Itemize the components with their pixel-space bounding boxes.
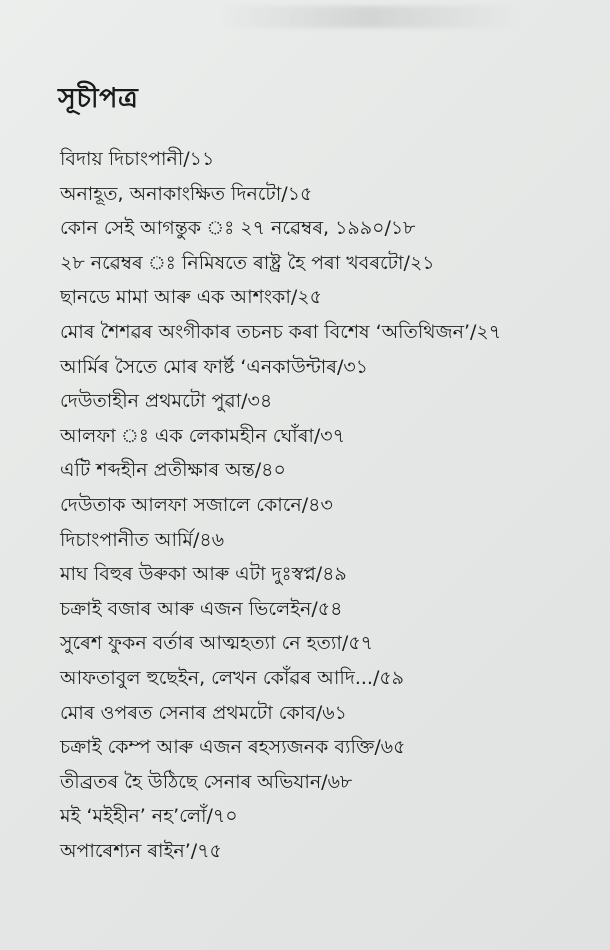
toc-entry: মোৰ শৈশৱৰ অংগীকাৰ তচনচ কৰা বিশেষ ‘অতিথিজন’/২৭ — [60, 320, 502, 343]
table-of-contents — [60, 142, 600, 868]
toc-entry: আফতাবুল হুছেইন, লেখন কোঁৱৰ আদি.../৫৯ — [60, 666, 405, 689]
toc-entry: দেউতাক আলফা সজালে কোনে/৪৩ — [60, 493, 333, 516]
toc-entry: ছানডে মামা আৰু এক আশংকা/২৫ — [60, 286, 322, 309]
toc-entry: মই ‘মইহীন’ নহ’লোঁ/৭০ — [60, 805, 238, 828]
toc-entry: এটি শব্দহীন প্ৰতীক্ষাৰ অন্ত/৪০ — [60, 459, 286, 482]
bleed-through-text — [220, 6, 520, 28]
toc-entry: মোৰ ওপৰত সেনাৰ প্ৰথমটো কোব/৬১ — [60, 701, 347, 724]
toc-entry: সুৰেশ ফুকন বৰ্তাৰ আত্মহত্যা নে হত্যা/৫৭ — [60, 632, 373, 655]
toc-entry: ২৮ নৱেম্বৰ ঃ নিমিষতে ৰাষ্ট্ৰ হৈ পৰা খবৰটো/২১ — [60, 251, 435, 274]
toc-entry: আৰ্মিৰ সৈতে মোৰ ফাৰ্ষ্ট ‘এনকাউন্টাৰ/৩১ — [60, 355, 369, 378]
toc-entry: অনাহূত, অনাকাংক্ষিত দিনটো/১৫ — [60, 182, 313, 205]
toc-entry: দেউতাহীন প্ৰথমটো পুৱা/৩৪ — [60, 390, 273, 413]
toc-entry: বিদায় দিচাংপানী/১১ — [60, 148, 215, 170]
toc-entry: চক্ৰাই কেম্প আৰু এজন ৰহস্যজনক ব্যক্তি/৬৫ — [60, 736, 406, 759]
toc-entry: মাঘ বিহুৰ উৰুকা আৰু এটা দুঃস্বপ্ন/৪৯ — [60, 563, 347, 586]
toc-entry: অপাৰেশ্যন ৰাইন’/৭৫ — [60, 839, 222, 862]
toc-entry: কোন সেই আগন্তুক ঃ ২৭ নৱেম্বৰ, ১৯৯০/১৮ — [60, 217, 416, 240]
toc-entry: আলফা ঃ এক লেকামহীন ঘোঁৰা/৩৭ — [60, 424, 346, 447]
toc-entry: তীব্ৰতৰ হৈ উঠিছে সেনাৰ অভিযান/৬৮ — [60, 770, 353, 793]
toc-entry: দিচাংপানীত আৰ্মি/৪৬ — [60, 528, 225, 551]
page-title: সূচীপত্ৰ — [58, 83, 139, 115]
toc-entry: চক্ৰাই বজাৰ আৰু এজন ভিলেইন/৫৪ — [60, 597, 343, 620]
